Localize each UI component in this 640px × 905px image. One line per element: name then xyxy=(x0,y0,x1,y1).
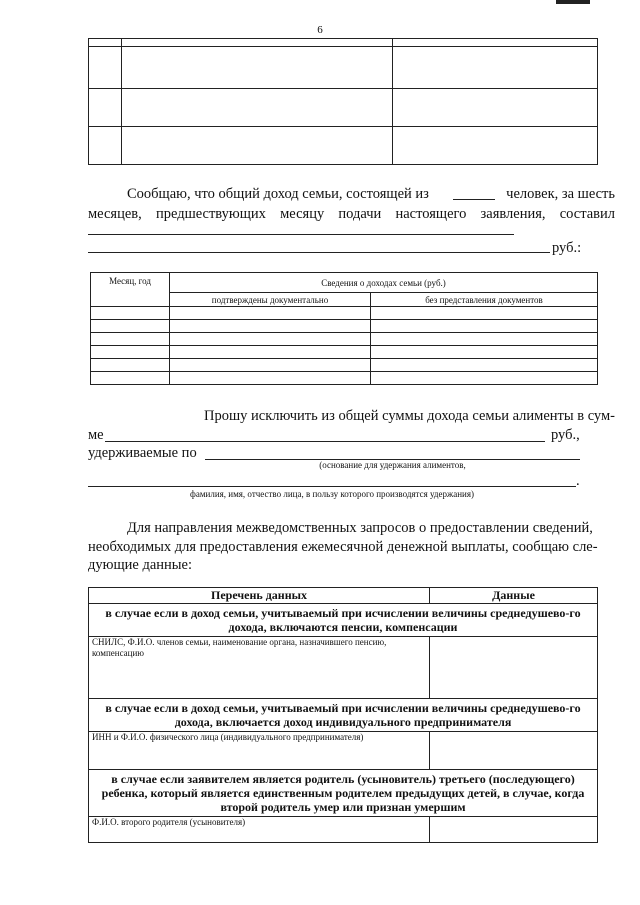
table-row[interactable] xyxy=(91,307,598,320)
table-row xyxy=(89,127,598,165)
table-row xyxy=(89,817,598,843)
income-amount-line1[interactable] xyxy=(88,234,514,235)
income-sentence-start: Сообщаю, что общий доход семьи, состоящей из xyxy=(127,186,429,202)
data-table xyxy=(88,587,598,843)
column-unconfirmed: без представления документов xyxy=(371,293,598,307)
table-row xyxy=(89,732,598,770)
section-pensions-value[interactable] xyxy=(430,637,598,699)
family-size-field[interactable] xyxy=(453,199,495,200)
table-row[interactable] xyxy=(91,333,598,346)
table-row xyxy=(89,637,598,699)
requests-line1: Для направления межведомственных запросов о предоставлении сведений, xyxy=(127,520,593,536)
page-number: 6 xyxy=(317,24,323,36)
income-sentence-end: человек, за шесть xyxy=(506,186,615,202)
column-confirmed: подтверждены документально xyxy=(170,293,371,307)
section-entrepreneur-value[interactable] xyxy=(430,732,598,770)
table-row xyxy=(89,89,598,127)
alimony-recipient-note: фамилия, имя, отчество лица, в пользу которого производятся удержания) xyxy=(190,489,474,499)
column-income-info: Сведения о доходах семьи (руб.) xyxy=(170,273,598,293)
section-parent-value[interactable] xyxy=(430,817,598,843)
requests-line3: дующие данные: xyxy=(88,557,192,573)
section-pensions-item: СНИЛС, Ф.И.О. членов семьи, наименование органа, назначившего пенсию, компенсацию xyxy=(89,637,430,699)
requests-line2: необходимых для предоставления ежемесячной денежной выплаты, сообщаю сле- xyxy=(88,539,598,555)
period-mark: . xyxy=(576,473,580,489)
table-row[interactable] xyxy=(91,346,598,359)
alimony-recipient-field[interactable] xyxy=(88,486,576,487)
income-amount-line2[interactable] xyxy=(88,252,550,253)
alimony-basis-note: (основание для удержания алиментов, xyxy=(319,460,466,470)
alimony-sentence-line1: Прошу исключить из общей суммы дохода семьи алименты в сум- xyxy=(203,408,615,424)
section-entrepreneur-title: в случае если в доход семьи, учитываемый при исчислении величины среднедушево-го дохода, включается доход индивидуального предпринимателя xyxy=(89,699,598,732)
alimony-sentence-sum-label: ме xyxy=(88,427,104,443)
table-row[interactable] xyxy=(91,320,598,333)
alimony-currency: руб., xyxy=(551,427,580,443)
section-parent-item: Ф.И.О. второго родителя (усыновителя) xyxy=(89,817,430,843)
section-entrepreneur-item: ИНН и Ф.И.О. физического лица (индивидуального предпринимателя) xyxy=(89,732,430,770)
alimony-amount-field[interactable] xyxy=(105,441,545,442)
continuation-table xyxy=(88,38,598,165)
section-parent-title: в случае если заявителем является родитель (усыновитель) третьего (последующего) ребенка, который является единственным родителем предыдущих детей, в случае, когда второй родитель умер или признан умершим xyxy=(89,770,598,817)
column-data-list: Перечень данных xyxy=(89,588,430,604)
alimony-basis-label: удерживаемые по xyxy=(88,445,197,461)
table-row[interactable] xyxy=(91,359,598,372)
income-table xyxy=(90,272,598,385)
column-data-values: Данные xyxy=(430,588,598,604)
scan-mark xyxy=(556,0,590,4)
income-sentence-line2: месяцев, предшествующих месяцу подачи настоящего заявления, составил xyxy=(88,206,615,222)
currency-label: руб.: xyxy=(552,240,582,256)
column-month: Месяц, год xyxy=(91,273,170,307)
section-pensions-title: в случае если в доход семьи, учитываемый при исчислении величины среднедушево-го дохода, включаются пенсии, компенсации xyxy=(89,604,598,637)
table-row[interactable] xyxy=(91,372,598,385)
table-row xyxy=(89,47,598,89)
